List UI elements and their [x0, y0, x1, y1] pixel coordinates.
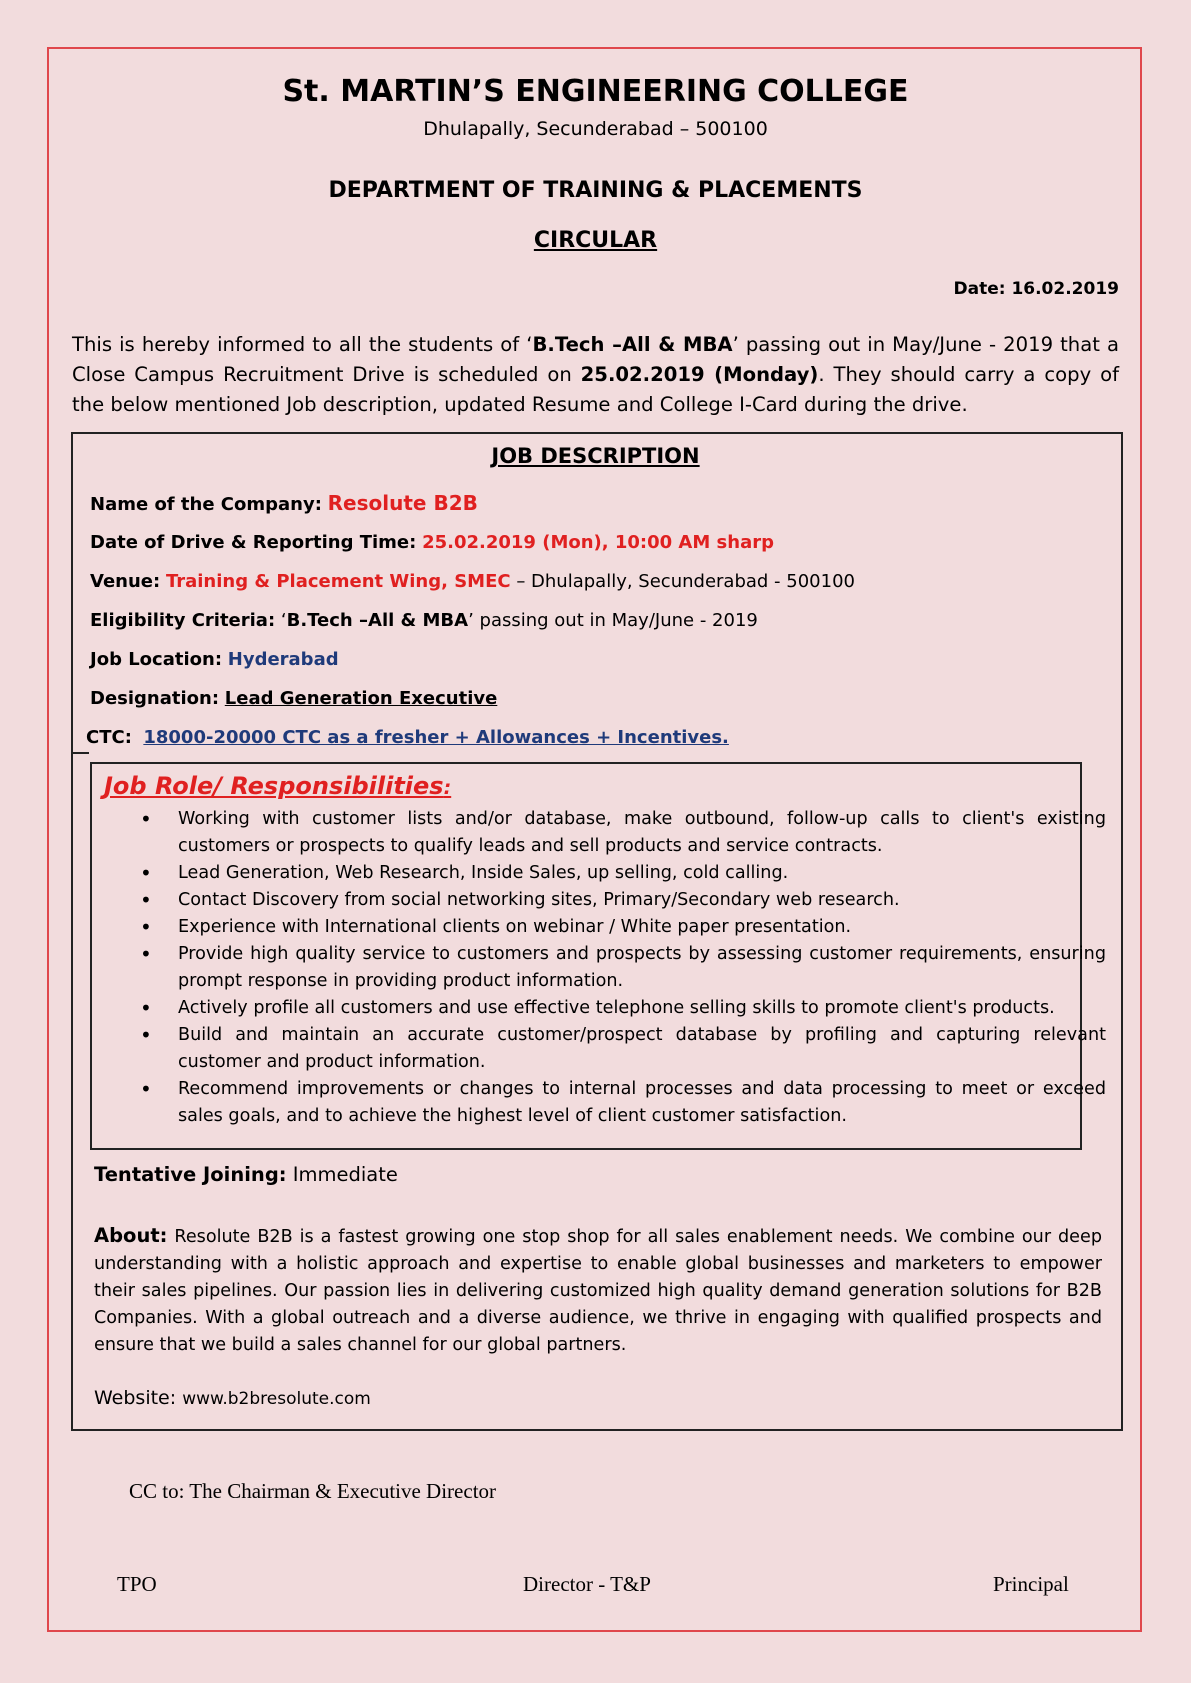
company-name: Resolute B2B: [327, 491, 478, 515]
job-location: Hyderabad: [227, 649, 339, 670]
ctc-row: [86, 727, 729, 748]
tentative-joining: Tentative Joining: Immediate: [94, 1163, 398, 1186]
eligibility-label: Eligibility Criteria:: [90, 610, 276, 631]
venue-highlight: Training & Placement Wing, SMEC: [165, 571, 511, 592]
website-row: Website: www.b2bresolute.com: [94, 1387, 371, 1409]
location-row: [90, 649, 339, 670]
location-label: Job Location:: [90, 649, 223, 670]
ctc-value: 18000-20000 CTC as a fresher + Allowances + Incentives.: [143, 727, 729, 748]
ctc-label: CTC:: [86, 727, 132, 748]
eligibility-courses: B.Tech –All & MBA: [286, 610, 469, 631]
about-paragraph: About: Resolute B2B is a fastest growing one stop shop for all sales enablement needs. We combine our deep understanding with a holistic approach and expertise to enable global businesses and marketers to empower their sales pipelines. Our passion lies in delivering customized high quality demand generation solutions for B2B Companies. With a global outreach and a diverse audience, we thrive in engaging with qualified prospects and ensure that we build a sales channel for our global partners.: [94, 1224, 1102, 1355]
college-address: Dhulapally, Secunderabad – 500100: [423, 118, 768, 140]
website-link[interactable]: www.b2bresolute.com: [182, 1389, 371, 1409]
drive-date-row: [90, 532, 774, 553]
company-label: Name of the Company:: [90, 494, 322, 515]
intro-paragraph: This is hereby informed to all the students of ‘B.Tech –All & MBA’ passing out in May/June - 2019 that a Close Campus Recruitment Drive is scheduled on 25.02.2019 (Monday). They should carry a copy of the below mentioned Job description, updated Resume and College I-Card during the drive.: [72, 333, 1119, 416]
list-item: • Provide high quality service to customers and prospects by assessing customer requirements, ensuring prompt response in providing product information.: [178, 941, 1106, 995]
department-title: DEPARTMENT OF TRAINING & PLACEMENTS: [328, 178, 863, 203]
venue-label: Venue:: [90, 571, 161, 592]
list-item: • Lead Generation, Web Research, Inside Sales, up selling, cold calling.: [178, 860, 1106, 887]
cc-line: CC to: The Chairman & Executive Director: [129, 1479, 497, 1503]
drive-time: 25.02.2019 (Mon), 10:00 AM sharp: [422, 532, 774, 553]
drive-label: Date of Drive & Reporting Time:: [90, 532, 417, 553]
job-description-heading: JOB DESCRIPTION: [491, 444, 700, 468]
eligibility-row: Eligibility Criteria: ‘B.Tech –All & MBA’ passing out in May/June - 2019: [90, 610, 758, 631]
college-name: St. MARTIN’S ENGINEERING COLLEGE: [282, 74, 909, 109]
divider: [71, 752, 89, 754]
circular-title: CIRCULAR: [533, 228, 658, 253]
responsibilities-list: [138, 806, 1106, 1130]
list-item: • Working with customer lists and/or database, make outbound, follow-up calls to client's existing customers or prospects to qualify leads and sell products and service contracts.: [178, 806, 1106, 860]
signature-tpo: TPO: [117, 1572, 157, 1596]
circular-date: Date: 16.02.2019: [953, 279, 1119, 299]
list-item: • Recommend improvements or changes to internal processes and data processing to meet or exceed sales goals, and to achieve the highest level of client customer satisfaction.: [178, 1076, 1106, 1130]
list-item: • Actively profile all customers and use effective telephone selling skills to promote client's products.: [178, 995, 1106, 1022]
list-item: • Build and maintain an accurate customer/prospect database by profiling and capturing relevant customer and product information.: [178, 1022, 1106, 1076]
venue-rest: – Dhulapally, Secunderabad - 500100: [510, 571, 855, 592]
company-row: [90, 491, 478, 515]
list-item: • Experience with International clients on webinar / White paper presentation.: [178, 914, 1106, 941]
signature-principal: Principal: [993, 1572, 1069, 1596]
about-label: About:: [94, 1224, 168, 1247]
responsibilities-title: Job Role/ Responsibilities:: [104, 772, 452, 800]
intro-courses: B.Tech –All & MBA: [532, 333, 733, 356]
list-item: • Contact Discovery from social networking sites, Primary/Secondary web research.: [178, 887, 1106, 914]
venue-row: [90, 571, 855, 592]
signature-director: Director - T&P: [523, 1572, 651, 1596]
designation: Lead Generation Executive: [224, 688, 498, 709]
designation-label: Designation:: [90, 688, 220, 709]
intro-drive-date: 25.02.2019 (Monday): [580, 363, 819, 386]
designation-row: [90, 688, 497, 709]
